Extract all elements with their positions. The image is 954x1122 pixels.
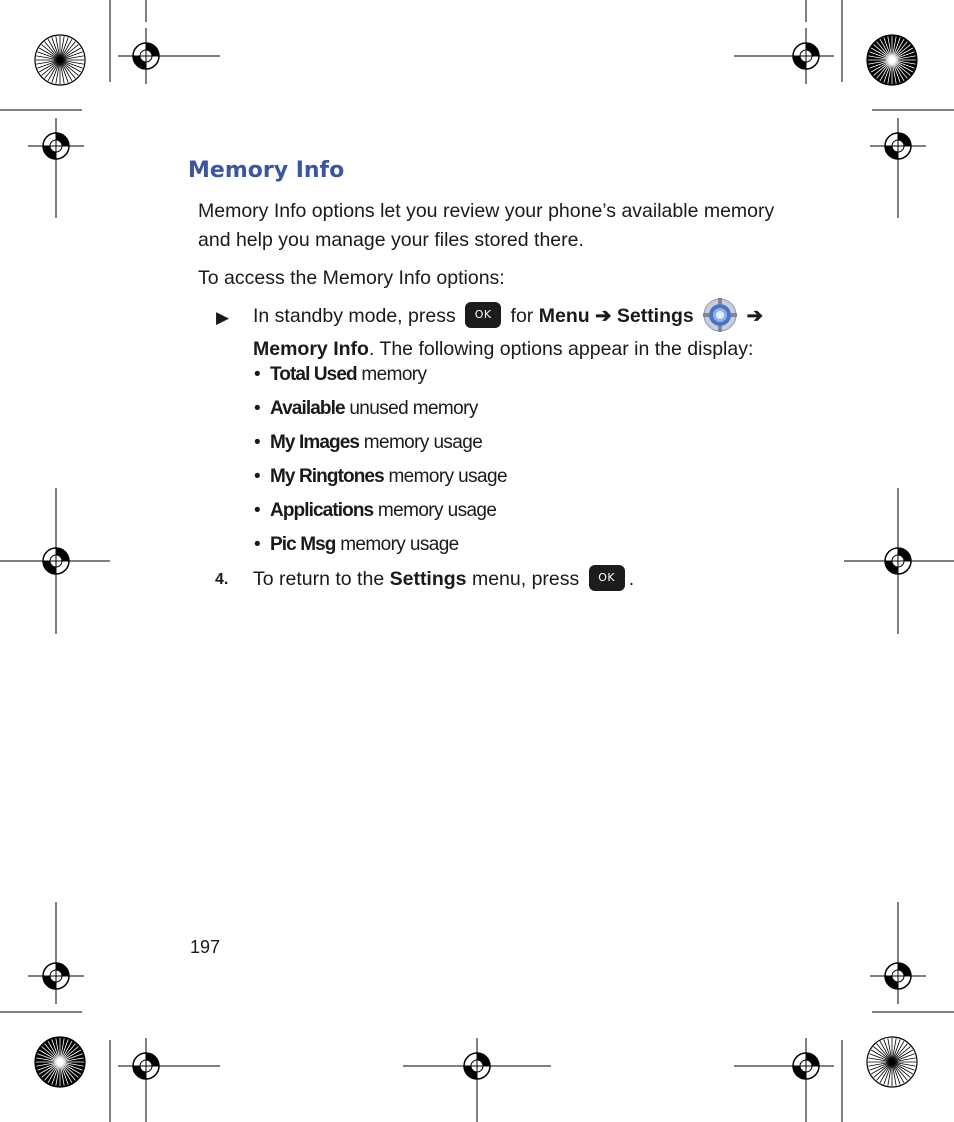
list-item: • Applications memory usage: [254, 500, 497, 521]
nav-arrow-2: ➔: [746, 305, 763, 328]
menu-label: Menu: [538, 305, 590, 328]
intro-paragraph: Memory Info options let you review your phone’s available memory and help you manage your files stored there.: [198, 200, 775, 251]
settings-label: Settings: [616, 305, 694, 328]
starburst-center: [890, 1060, 894, 1064]
starburst-center: [58, 1060, 62, 1064]
section-heading: Memory Info: [188, 158, 345, 183]
options-list: [254, 361, 507, 565]
starburst-center: [58, 58, 62, 62]
settings-gear-icon: [702, 297, 738, 333]
step-text: [253, 299, 773, 364]
step-for: for: [510, 305, 534, 328]
list-item: • My Ringtones memory usage: [254, 466, 507, 487]
list-item: • Total Used memory: [254, 364, 427, 385]
step-prefix: In standby mode, press: [253, 305, 456, 328]
page-number: 197: [190, 937, 221, 957]
step4-text: To return to the Settings menu, press OK .: [253, 565, 773, 594]
settings-label: Settings: [389, 568, 467, 590]
list-item: • Pic Msg memory usage: [254, 534, 459, 555]
starburst-center: [890, 58, 894, 62]
step-number: 4.: [215, 571, 229, 588]
ok-key-icon: OK: [589, 565, 625, 591]
access-instruction: To access the Memory Info options:: [198, 267, 505, 289]
step-suffix: . The following options appear in the display:: [368, 338, 754, 360]
ok-key-icon: OK: [465, 302, 501, 328]
list-item: • My Images memory usage: [254, 432, 483, 453]
memory-info-label: Memory Info: [253, 338, 369, 360]
step-arrow-marker: ▶: [216, 308, 230, 327]
nav-arrow-1: ➔: [595, 305, 612, 328]
list-item: • Available unused memory: [254, 398, 478, 419]
